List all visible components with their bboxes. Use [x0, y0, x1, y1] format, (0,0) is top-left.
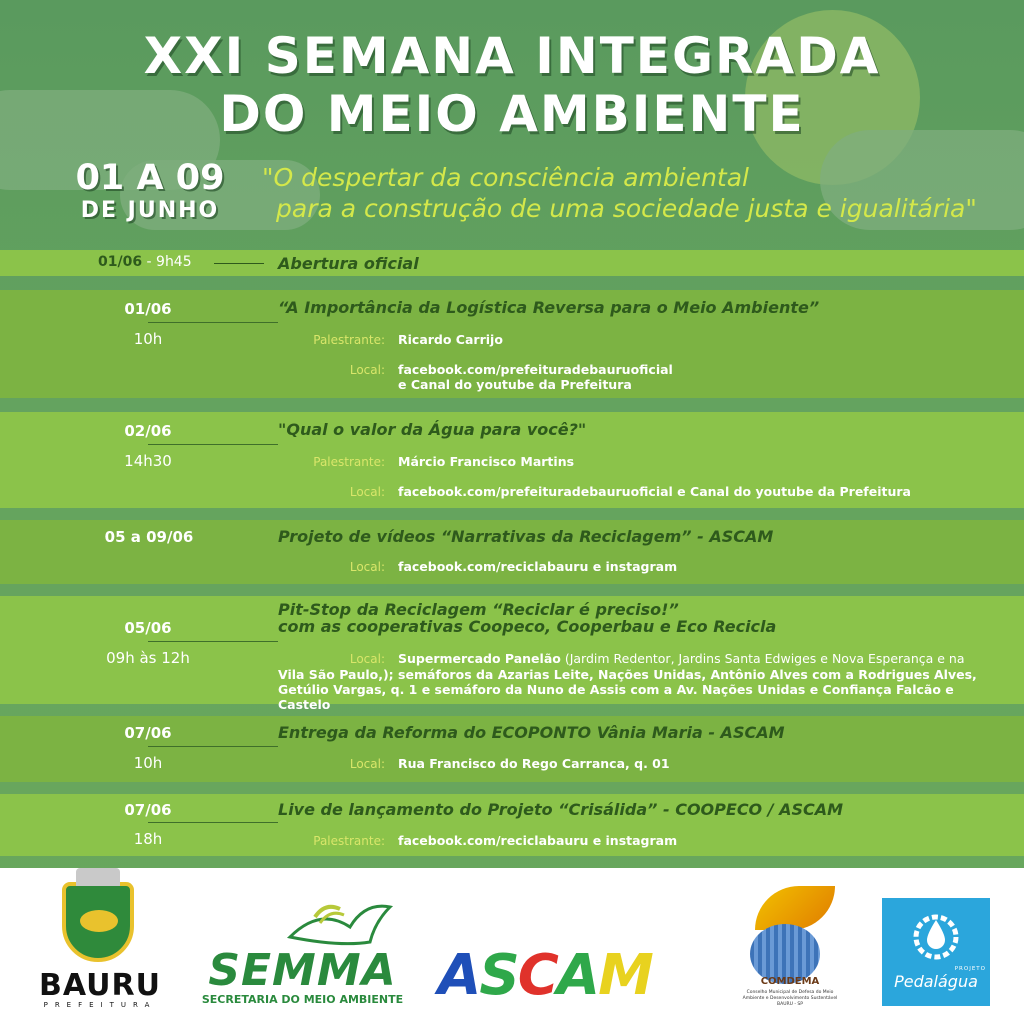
event6-time: 18h [133, 830, 163, 848]
ascam-letter: A [556, 943, 599, 1008]
comdema-logo-subtext: Conselho Municipal de Defesa do Meio Ambiente e Desenvolvimento Sustentável BAURU - SP [742, 990, 838, 1007]
opening-date: 01/06 [98, 254, 143, 270]
event4-time: 09h às 12h [106, 649, 190, 667]
semma-logo [200, 895, 405, 1010]
event1-date: 01/06 [124, 300, 172, 318]
bauru-logo-text: BAURU [39, 968, 161, 1003]
dates-sub: DE JUNHO [80, 198, 220, 223]
event4-location-line3: Getúlio Vargas, q. 1 e semáforo da Nuno de Assis com a Av. Nações Unidas e Confiança Falcão e Castelo [278, 682, 954, 712]
leaf-icon [755, 886, 835, 930]
schedule-band-event5 [0, 716, 1024, 782]
water-drop-gear-icon [911, 910, 961, 960]
divider-line [148, 822, 278, 823]
event2-title: "Qual o valor da Água para você?" [278, 420, 587, 439]
event1-time: 10h [133, 330, 163, 348]
divider-line [214, 263, 264, 264]
crown-icon [76, 868, 120, 886]
event3-title: Projeto de vídeos “Narrativas da Reciclagem” - ASCAM [278, 527, 774, 546]
event-dates [60, 158, 240, 224]
event4-title [278, 601, 776, 635]
pedalagua-projeto-text: PROJETO [954, 966, 986, 972]
event1-location [398, 362, 673, 392]
poster-title-line1: XXI SEMANA INTEGRADA [143, 27, 881, 85]
schedule-band-event4 [0, 596, 1024, 712]
event1-title: “A Importância da Logística Reversa para o Meio Ambiente” [278, 298, 820, 317]
event1-location-line2: e Canal do youtube da Prefeitura [398, 377, 632, 392]
event4-title-line1: Pit-Stop da Reciclagem “Reciclar é preciso!” [278, 600, 679, 619]
ascam-letter: M [598, 943, 652, 1008]
divider-line [148, 641, 278, 642]
ascam-letter: A [438, 943, 480, 1008]
schedule-band-opening [0, 250, 1024, 276]
ascam-letter: C [517, 943, 557, 1008]
event5-date: 07/06 [124, 724, 172, 742]
opening-time: 9h45 [156, 254, 192, 270]
lion-icon [80, 910, 118, 932]
event5-time: 10h [133, 754, 163, 772]
semma-logo-text: SEMMA [208, 945, 397, 996]
schedule-band-event6 [0, 794, 1024, 856]
event4-location-line1 [398, 651, 998, 666]
comdema-logo-text: COMDEMA [760, 976, 820, 987]
event2-location: facebook.com/prefeituradebauruoficial e Canal do youtube da Prefeitura [398, 484, 911, 499]
event4-location-line1-rest: (Jardim Redentor, Jardins Santa Edwiges e Nova Esperança e na [560, 651, 965, 666]
event2-location-label: Local: [349, 485, 385, 499]
event1-speaker: Ricardo Carrijo [398, 332, 503, 347]
bauru-logo [30, 880, 170, 1010]
event1-speaker-label: Palestrante: [313, 333, 385, 347]
event5-title: Entrega da Reforma do ECOPONTO Vânia Maria - ASCAM [278, 723, 785, 742]
opening-datetime [98, 254, 192, 270]
dove-icon [280, 897, 400, 947]
ascam-letter: S [479, 943, 518, 1008]
event5-location: Rua Francisco do Rego Carranca, q. 01 [398, 756, 670, 771]
dates-main: 01 A 09 [75, 158, 225, 198]
event6-title: Live de lançamento do Projeto “Crisálida” - COOPECO / ASCAM [278, 800, 844, 819]
event1-location-line1: facebook.com/prefeituradebauruoficial [398, 362, 673, 377]
divider-line [148, 322, 278, 323]
event4-date: 05/06 [124, 619, 172, 637]
motto [262, 162, 982, 224]
bauru-logo-subtext: PREFEITURA [43, 1001, 157, 1009]
comdema-logo [735, 884, 845, 1014]
divider-line [148, 444, 278, 445]
schedule-band-event3 [0, 520, 1024, 584]
event6-speaker-label: Palestrante: [313, 834, 385, 848]
ascam-logo [438, 943, 700, 1008]
opening-separator: - [142, 254, 157, 270]
event6-speaker: facebook.com/reciclabauru e instagram [398, 833, 678, 848]
motto-line1: "O despertar da consciência ambiental [262, 163, 749, 192]
city-crest-icon [62, 882, 134, 962]
event1-location-label: Local: [349, 363, 385, 377]
event2-time: 14h30 [124, 452, 172, 470]
divider-line [148, 746, 278, 747]
event3-location: facebook.com/reciclabauru e instagram [398, 559, 678, 574]
event2-date: 02/06 [124, 422, 172, 440]
pedalagua-logo [882, 898, 990, 1006]
event4-location-line2: Vila São Paulo,); semáforos da Azarias Leite, Nações Unidas, Antônio Alves com a Rodrigues Alves, [278, 667, 977, 682]
event2-speaker: Márcio Francisco Martins [398, 454, 575, 469]
event3-location-label: Local: [349, 560, 385, 574]
semma-logo-subtext: SECRETARIA DO MEIO AMBIENTE [201, 993, 404, 1006]
globe-icon [750, 924, 820, 984]
opening-title: Abertura oficial [278, 254, 419, 273]
event5-location-label: Local: [349, 757, 385, 771]
schedule-band-event1 [0, 290, 1024, 398]
motto-line2: para a construção de uma sociedade justa e igualitária" [276, 194, 977, 223]
poster-title-line2: DO MEIO AMBIENTE [219, 85, 805, 143]
event3-date: 05 a 09/06 [104, 528, 194, 546]
schedule-band-event2 [0, 412, 1024, 508]
event4-location-label: Local: [349, 652, 385, 666]
event4-title-line2: com as cooperativas Coopeco, Cooperbau e Eco Recicla [278, 617, 777, 636]
event4-location-place: Supermercado Panelão [398, 651, 561, 666]
event2-speaker-label: Palestrante: [313, 455, 385, 469]
pedalagua-logo-text: Pedalágua [894, 972, 978, 991]
event6-date: 07/06 [124, 801, 172, 819]
